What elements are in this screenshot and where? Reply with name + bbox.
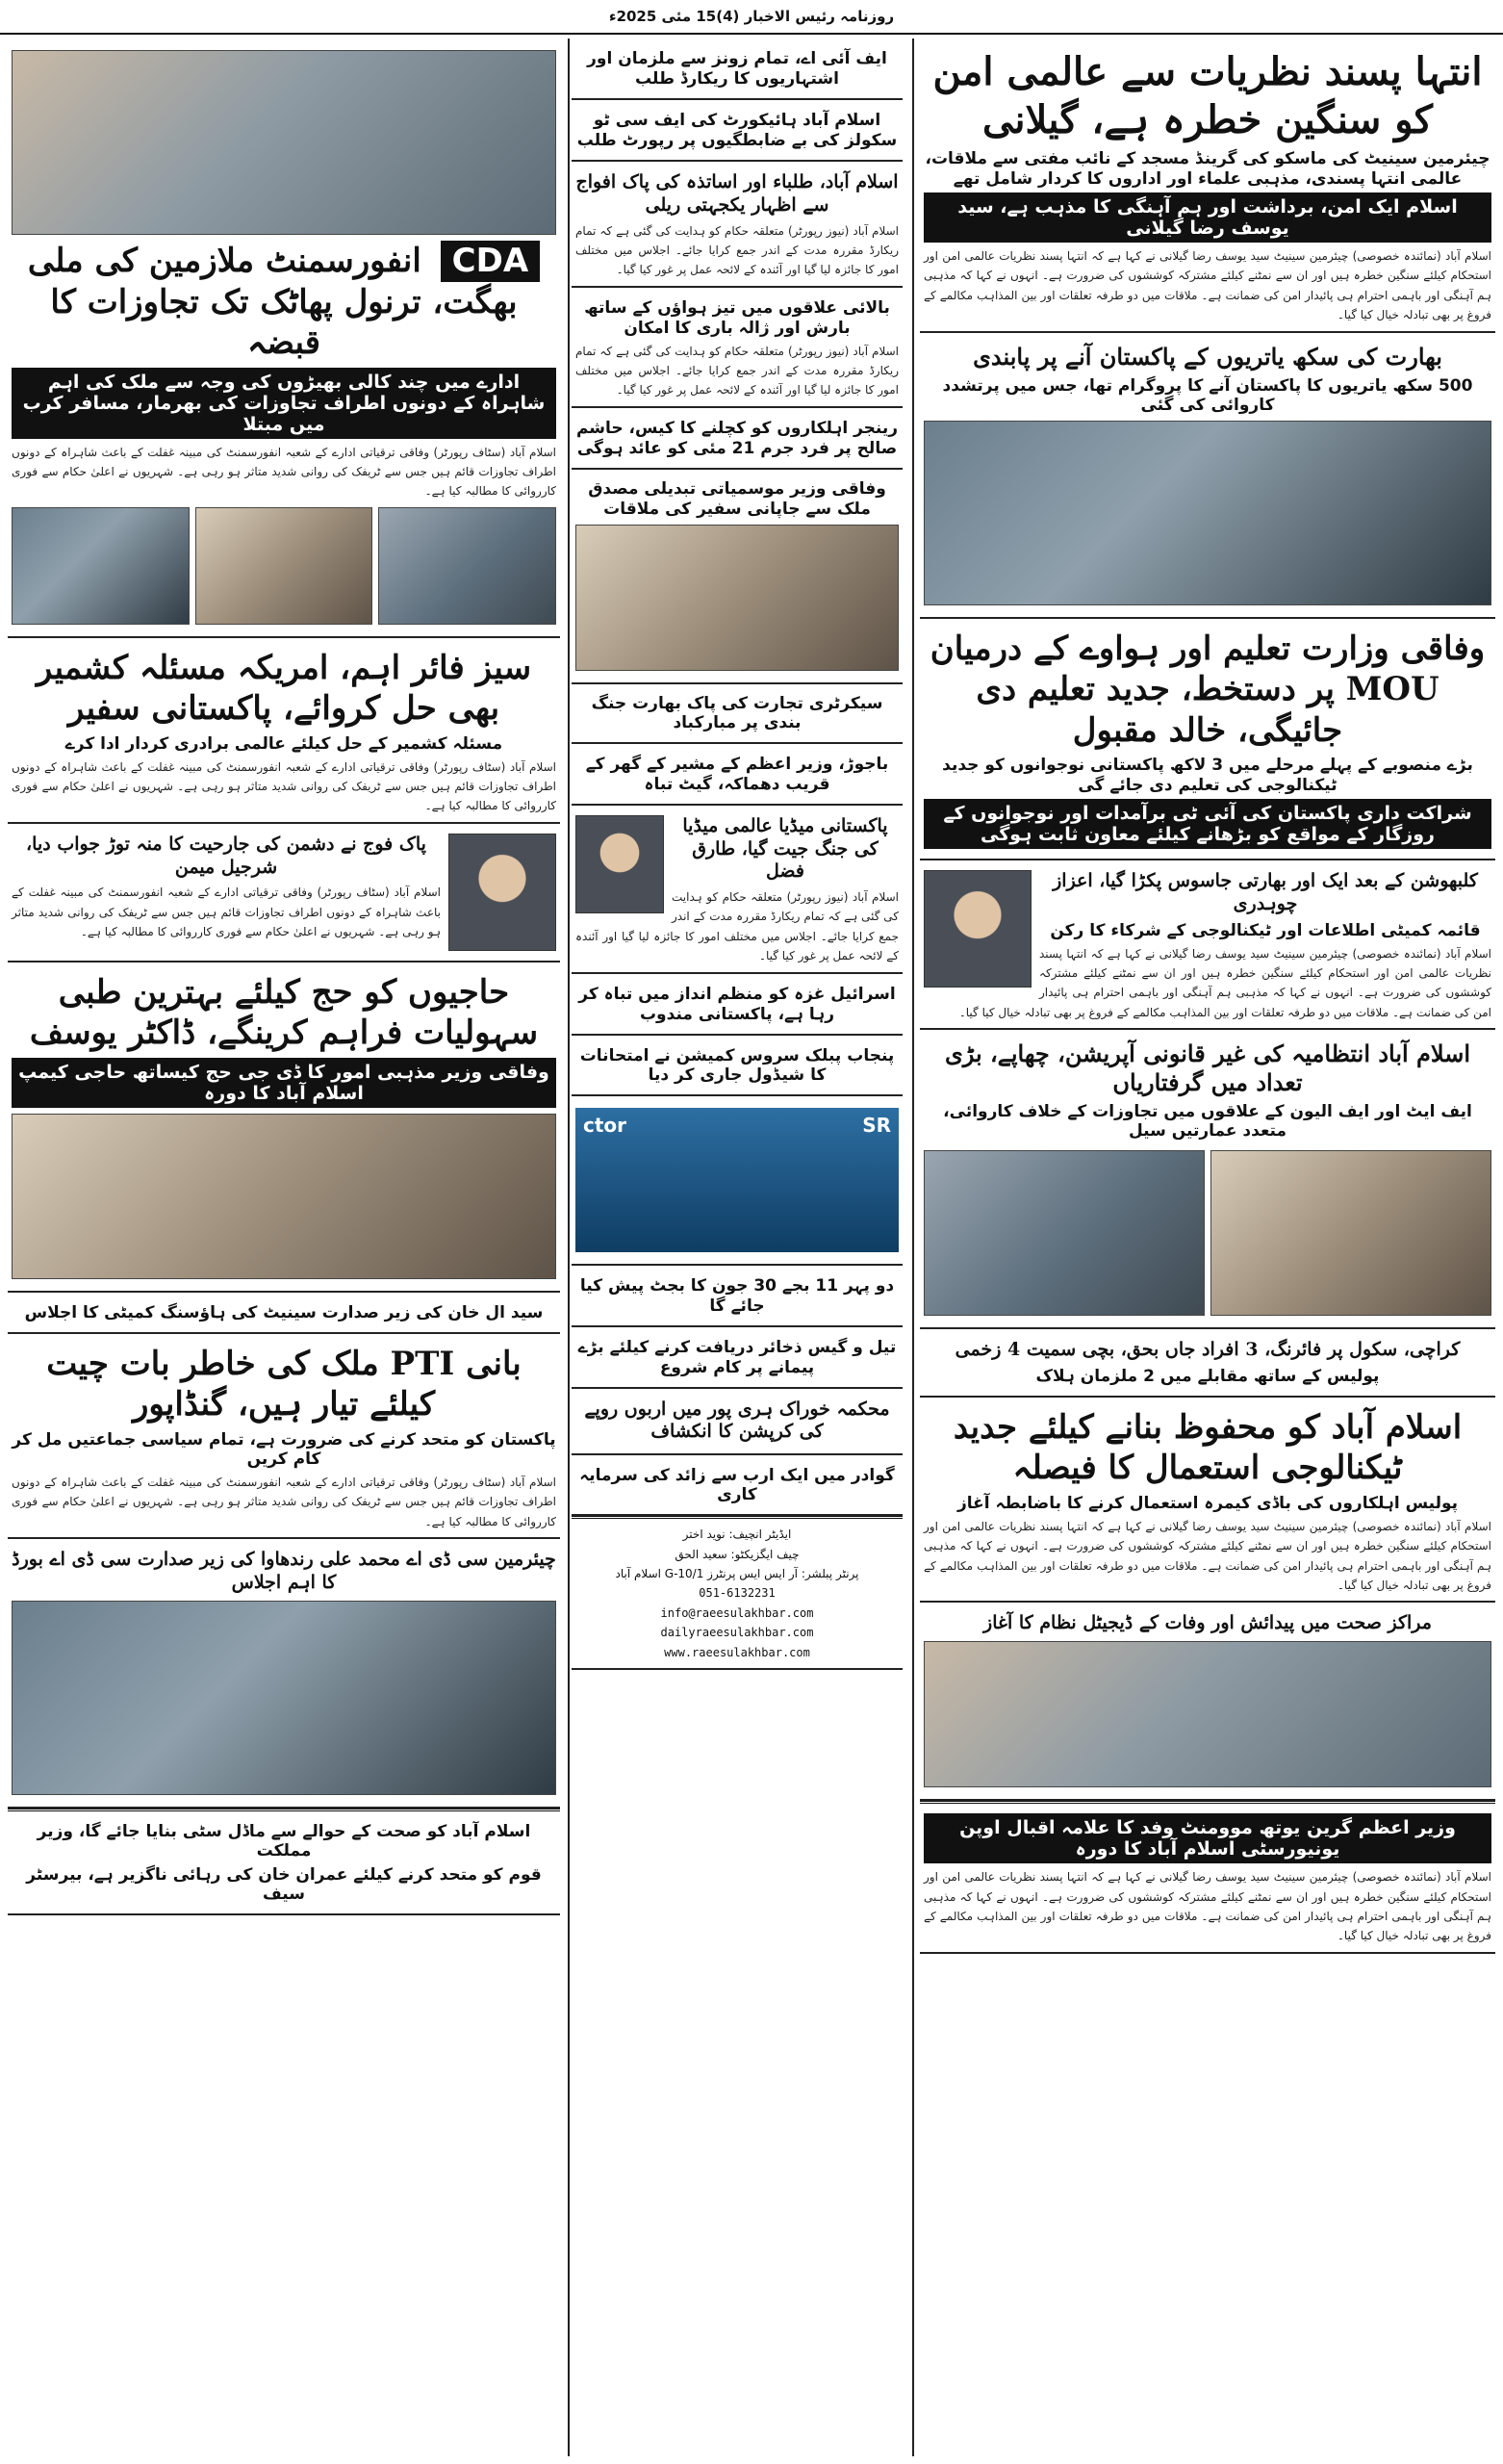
story-body: اسلام آباد (نیوز رپورٹر) متعلقہ حکام کو ہدایت کی گئی ہے کہ تمام ریکارڈ مقررہ مدت کے اندر جمع کرایا جائے۔ اجلاس میں مختلف امور کا جائزہ لیا گیا اور آئندہ کے لائحہ عمل پر غور کیا گیا۔	[575, 344, 899, 398]
headline: پاکستانی میڈیا عالمی میڈیا کی جنگ جیت گیا، طارق فضل	[682, 814, 888, 883]
story	[572, 162, 903, 288]
subheadline: بڑے منصوبے کے پہلے مرحلے میں 3 لاکھ پاکستانی نوجوانوں کو جدید ٹیکنالوجی کی تعلیم دی جائے گی	[942, 756, 1473, 796]
imprint-box	[572, 1516, 903, 1670]
story	[572, 1327, 903, 1389]
headline: پاک فوج نے دشمن کی جارحیت کا منہ توڑ جواب دیا، شرجیل میمن	[26, 833, 426, 878]
news-photo	[575, 525, 899, 671]
story	[572, 470, 903, 684]
page-folio: روزنامہ رئیس الاخبار (4)15 مئی 2025ء	[0, 0, 1503, 35]
story	[572, 806, 903, 974]
story	[8, 1539, 560, 1809]
story-body: اسلام آباد (نمائندہ خصوصی) چیئرمین سینیٹ سید یوسف رضا گیلانی نے کہا ہے کہ انتہا پسند نظریات عالمی امن اور استحکام کیلئے سنگین خطرہ ہیں اور ان سے نمٹنے کیلئے مشترکہ کوششوں کی ضرورت ہے۔ انہوں نے کہا کہ مذہبی ہم آہنگی اور باہمی احترام ہی پائیدار امن کی ضمانت ہے۔ ملاقات میں دو طرفہ تعلقات اور بین المذاہب مکالمے کے فروغ پر بھی تبادلہ خیال کیا گیا۔	[924, 249, 1491, 322]
news-photo	[12, 507, 190, 625]
story	[920, 619, 1495, 861]
story-body: اسلام آباد (سٹاف رپورٹر) وفاقی ترقیاتی ادارے کے شعبہ انفورسمنٹ کی مبینہ غفلت کے باعث شاہراہ کے دونوں اطراف تجاوزات قائم ہیں جس سے ٹریفک کی روانی شدید متاثر ہو رہی ہے۔ شہریوں نے اعلیٰ حکام سے فوری کارروائی کا مطالبہ کیا ہے۔	[12, 886, 441, 939]
story	[920, 1329, 1495, 1398]
editor-line: ایڈیٹر انچیف: نوید اختر	[682, 1527, 792, 1542]
story	[920, 1801, 1495, 1954]
subheadline: چیئرمین سینیٹ کی ماسکو کی گرینڈ مسجد کے نائب مفتی سے ملاقات، عالمی انتہا پسندی، مذہبی علماء اور اداروں کا کردار شامل تھے	[925, 149, 1490, 189]
headline: تیل و گیس ذخائر دریافت کرنے کیلئے بڑے پیمانے پر کام شروع	[577, 1337, 897, 1377]
portrait-photo	[924, 870, 1032, 988]
news-photo	[12, 50, 556, 235]
highlight-strip: شراکت داری پاکستان کی آئی ٹی برآمدات اور نوجوانوں کے روزگار کے مواقع کو بڑھانے کیلئے معاون ثابت ہوگی	[924, 799, 1491, 849]
headline: سیکرٹری تجارت کی پاک بھارت جنگ بندی پر مبارکباد	[591, 693, 883, 732]
story	[8, 962, 560, 1293]
column-rule	[912, 38, 914, 2456]
headline: ایف آئی اے، تمام زونز سے ملزمان اور اشتہاریوں کا ریکارڈ طلب	[587, 49, 887, 89]
story	[920, 1603, 1495, 1801]
story	[572, 38, 903, 100]
cda-badge: CDA	[441, 241, 541, 282]
headline: انفورسمنٹ ملازمین کی ملی بھگت، ترنول پھاٹک تک تجاوزات کا قبضہ	[27, 242, 518, 362]
subheadline: ایف ایٹ اور ایف الیون کے علاقوں میں تجاوزات کے خلاف کاروائی، متعدد عمارتیں سیل	[943, 1102, 1472, 1142]
headline: پنجاب پبلک سروس کمیشن نے امتحانات کا شیڈول جاری کر دیا	[579, 1045, 895, 1085]
middle-column	[572, 38, 903, 2456]
story-body: اسلام آباد (سٹاف رپورٹر) وفاقی ترقیاتی ادارے کے شعبہ انفورسمنٹ کی مبینہ غفلت کے باعث شاہراہ کے دونوں اطراف تجاوزات قائم ہیں جس سے ٹریفک کی روانی شدید متاثر ہو رہی ہے۔ شہریوں نے اعلیٰ حکام سے فوری کارروائی کا مطالبہ کیا ہے۔	[12, 1475, 556, 1528]
news-photo	[924, 421, 1491, 605]
headline: کلبھوشن کے بعد ایک اور بھارتی جاسوس پکڑا گیا، اعزاز چوہدری	[1053, 870, 1478, 914]
story-body: اسلام آباد (نمائندہ خصوصی) چیئرمین سینیٹ سید یوسف رضا گیلانی نے کہا ہے کہ انتہا پسند نظریات عالمی امن اور استحکام کیلئے سنگین خطرہ ہیں اور ان سے نمٹنے کیلئے مشترکہ کوششوں کی ضرورت ہے۔ انہوں نے کہا کہ مذہبی ہم آہنگی اور باہمی احترام ہی پائیدار امن کی ضمانت ہے۔ ملاقات میں دو طرفہ تعلقات اور بین المذاہب مکالمے کے فروغ پر بھی تبادلہ خیال کیا گیا۔	[924, 1870, 1491, 1943]
story	[572, 684, 903, 744]
headline: مراکز صحت میں پیدائش اور وفات کے ڈیجیٹل نظام کا آغاز	[983, 1612, 1432, 1634]
headline: بانی PTI ملک کی خاطر بات چیت کیلئے تیار ہیں، گنڈاپور	[46, 1344, 522, 1424]
story	[8, 1293, 560, 1334]
headline: چیئرمین سی ڈی اے محمد علی رندھاوا کی زیر صدارت سی ڈی اے بورڈ کا اہم اجلاس	[12, 1549, 556, 1593]
highlight-strip: ادارے میں چند کالی بھیڑوں کی وجہ سے ملک کی اہم شاہراہ کے دونوں اطراف تجاوزات کی بھرمار، مسافر کرب میں مبتلا	[12, 368, 556, 439]
advertisement	[572, 1096, 903, 1266]
headline: قوم کو متحد کرنے کیلئے عمران خان کی رہائی ناگزیر ہے، بیرسٹر سیف	[26, 1864, 542, 1904]
headline: محکمہ خوراک ہری پور میں اربوں روپے کی کرپشن کا انکشاف	[584, 1398, 890, 1443]
headline: اسرائیل غزہ کو منظم انداز میں تباہ کر رہا ہے، پاکستانی مندوب	[578, 984, 896, 1024]
email-address[interactable]: info@raeesulakhbar.com	[660, 1605, 814, 1620]
story	[572, 288, 903, 408]
headline: اسلام آباد، طلباء اور اساتذہ کی پاک افواج سے اظہار یکجہتی ریلی	[575, 171, 899, 216]
story	[8, 38, 560, 638]
story	[572, 1266, 903, 1327]
story	[920, 1030, 1495, 1329]
story	[8, 824, 560, 962]
highlight-strip: اسلام ایک امن، برداشت اور ہم آہنگی کا مذہب ہے، سید یوسف رضا گیلانی	[924, 192, 1491, 243]
headline: گوادر میں ایک ارب سے زائد کی سرمایہ کاری	[579, 1466, 895, 1505]
website-link[interactable]: www.raeesulakhbar.com	[664, 1645, 810, 1659]
ad-photo	[575, 1108, 899, 1252]
lead-story	[920, 38, 1495, 333]
story-body: اسلام آباد (سٹاف رپورٹر) وفاقی ترقیاتی ادارے کے شعبہ انفورسمنٹ کی مبینہ غفلت کے باعث شاہراہ کے دونوں اطراف تجاوزات قائم ہیں جس سے ٹریفک کی روانی شدید متاثر ہو رہی ہے۔ شہریوں نے اعلیٰ حکام سے فوری کارروائی کا مطالبہ کیا ہے۔	[12, 445, 556, 499]
headline: وفاقی وزارت تعلیم اور ہواوے کے درمیان MOU پر دستخط، جدید تعلیم دی جائیگی، خالد مقبول	[930, 629, 1486, 750]
story-body: اسلام آباد (نمائندہ خصوصی) چیئرمین سینیٹ سید یوسف رضا گیلانی نے کہا ہے کہ انتہا پسند نظریات عالمی امن اور استحکام کیلئے سنگین خطرہ ہیں اور ان سے نمٹنے کیلئے مشترکہ کوششوں کی ضرورت ہے۔ انہوں نے کہا کہ مذہبی ہم آہنگی اور باہمی احترام ہی پائیدار امن کی ضمانت ہے۔ ملاقات میں دو طرفہ تعلقات اور بین المذاہب مکالمے کے فروغ پر بھی تبادلہ خیال کیا گیا۔	[958, 946, 1491, 1019]
news-photo	[924, 1641, 1491, 1787]
highlight-strip: وزیر اعظم گرین یوتھ موومنٹ وفد کا علامہ اقبال اوپن یونیورسٹی اسلام آباد کا دورہ	[924, 1813, 1491, 1863]
story	[8, 1334, 560, 1539]
story-body: اسلام آباد (نیوز رپورٹر) متعلقہ حکام کو ہدایت کی گئی ہے کہ تمام ریکارڈ مقررہ مدت کے اندر جمع کرایا جائے۔ اجلاس میں مختلف امور کا جائزہ لیا گیا اور آئندہ کے لائحہ عمل پر غور کیا گیا۔	[575, 223, 899, 277]
story-body: اسلام آباد (نیوز رپورٹر) متعلقہ حکام کو ہدایت کی گئی ہے کہ تمام ریکارڈ مقررہ مدت کے اندر جمع کرایا جائے۔ اجلاس میں مختلف امور کا جائزہ لیا گیا اور آئندہ کے لائحہ عمل پر غور کیا گیا۔	[575, 890, 899, 963]
headline: حاجیوں کو حج کیلئے بہترین طبی سہولیات فراہم کرینگے، ڈاکٹر یوسف	[29, 972, 539, 1053]
story	[572, 1455, 903, 1516]
headline: انتہا پسند نظریات سے عالمی امن کو سنگین خطرہ ہے، گیلانی	[932, 49, 1483, 142]
story	[572, 974, 903, 1036]
subheadline: پولیس کے ساتھ مقابلے میں 2 ملزمان ہلاک	[1035, 1366, 1380, 1386]
story-body: اسلام آباد (سٹاف رپورٹر) وفاقی ترقیاتی ادارے کے شعبہ انفورسمنٹ کی مبینہ غفلت کے باعث شاہراہ کے دونوں اطراف تجاوزات قائم ہیں جس سے ٹریفک کی روانی شدید متاثر ہو رہی ہے۔ شہریوں نے اعلیٰ حکام سے فوری کارروائی کا مطالبہ کیا ہے۔	[12, 759, 556, 813]
headline: سید ال خان کی زیر صدارت سینیٹ کی ہاؤسنگ کمیٹی کا اجلاس	[24, 1302, 544, 1322]
news-photo	[12, 1601, 556, 1795]
story-body: اسلام آباد (نمائندہ خصوصی) چیئرمین سینیٹ سید یوسف رضا گیلانی نے کہا ہے کہ انتہا پسند نظریات عالمی امن اور استحکام کیلئے سنگین خطرہ ہیں اور ان سے نمٹنے کیلئے مشترکہ کوششوں کی ضرورت ہے۔ انہوں نے کہا کہ مذہبی ہم آہنگی اور باہمی احترام ہی پائیدار امن کی ضمانت ہے۔ ملاقات میں دو طرفہ تعلقات اور بین المذاہب مکالمے کے فروغ پر بھی تبادلہ خیال کیا گیا۔	[924, 1519, 1491, 1593]
story	[572, 1036, 903, 1096]
news-photo	[924, 1150, 1205, 1316]
highlight-strip: وفاقی وزیر مذہبی امور کا ڈی جی حج کیساتھ حاجی کیمپ اسلام آباد کا دورہ	[12, 1058, 556, 1108]
headline: باجوڑ، وزیر اعظم کے مشیر کے گھر کے قریب دھماکہ، گیٹ تباہ	[585, 754, 889, 794]
subheadline: قائمہ کمیٹی اطلاعات اور ٹیکنالوجی کے شرکاء کا رکن	[1050, 920, 1481, 940]
column-rule	[568, 38, 570, 2456]
ad-brand: ctor	[583, 1113, 627, 1137]
news-photo	[1210, 1150, 1491, 1316]
right-column	[920, 38, 1495, 2456]
left-column	[8, 38, 560, 2456]
headline: اسلام آباد کو محفوظ بنانے کیلئے جدید ٹیکنالوجی استعمال کا فیصلہ	[953, 1407, 1463, 1488]
story	[8, 1809, 560, 1915]
headline: اسلام آباد ہائیکورٹ کی ایف سی ٹو سکولز کی بے ضابطگیوں پر رپورٹ طلب	[576, 111, 898, 150]
headline: اسلام آباد انتظامیہ کی غیر قانونی آپریشن، چھاپے، بڑی تعداد میں گرفتاریاں	[944, 1040, 1470, 1097]
subheadline: مسئلہ کشمیر کے حل کیلئے عالمی برادری کردار ادا کرے	[64, 733, 503, 754]
phone-number: 051-6132231	[699, 1586, 776, 1601]
headline: اسلام آباد کو صحت کے حوالے سے ماڈل سٹی بنایا جائے گا، وزیر مملکت	[37, 1821, 531, 1861]
headline: کراچی، سکول پر فائرنگ، 3 افراد جاں بحق، بچی سمیت 4 زخمی	[955, 1339, 1461, 1361]
story	[572, 408, 903, 470]
ad-brand: SR	[862, 1113, 891, 1137]
story	[920, 333, 1495, 619]
story	[920, 860, 1495, 1030]
subheadline: پاکستان کو متحد کرنے کی ضرورت ہے، تمام سیاسی جماعتیں مل کر کام کریں	[12, 1429, 556, 1469]
story	[572, 1389, 903, 1456]
subheadline: 500 سکھ یاتریوں کا پاکستان آنے کا پروگرام تھا، جس میں پرتشدد کاروائی کی گئی	[942, 375, 1473, 415]
portrait-photo	[448, 834, 556, 951]
headline: سیز فائر اہم، امریکہ مسئلہ کشمیر بھی حل کروائے، پاکستانی سفیر	[36, 648, 532, 729]
news-photo	[378, 507, 556, 625]
headline: رینجر اہلکاروں کو کچلنے کا کیس، حاشم صالح پر فرد جرم 21 مئی کو عائد ہوگی	[575, 418, 899, 458]
headline: بالائی علاقوں میں تیز ہواؤں کے ساتھ بارش اور ژالہ باری کا امکان	[584, 297, 890, 338]
news-photo	[12, 1114, 556, 1279]
story	[8, 638, 560, 824]
headline: وفاقی وزیر موسمیاتی تبدیلی مصدق ملک سے جاپانی سفیر کی ملاقات	[588, 478, 886, 519]
subheadline: پولیس اہلکاروں کی باڈی کیمرہ استعمال کرنے کا باضابطہ آغاز	[956, 1493, 1459, 1513]
story	[920, 1398, 1495, 1604]
story	[572, 744, 903, 806]
portrait-photo	[575, 815, 664, 913]
facebook-page[interactable]: dailyraeesulakhbar.com	[660, 1626, 814, 1640]
story	[572, 100, 903, 162]
headline: دو پہر 11 بجے 30 جون کا بجٹ پیش کیا جائے گا	[579, 1275, 895, 1316]
address-line: پرنٹر پبلشر: آر ایس ایس پرنٹرز G-10/1 اسلام آباد	[615, 1566, 859, 1580]
publisher-line: چیف ایگزیکٹو: سعید الحق	[675, 1547, 800, 1561]
headline: بھارت کی سکھ یاتریوں کے پاکستان آنے پر پابندی	[973, 342, 1442, 371]
news-photo	[195, 507, 373, 625]
